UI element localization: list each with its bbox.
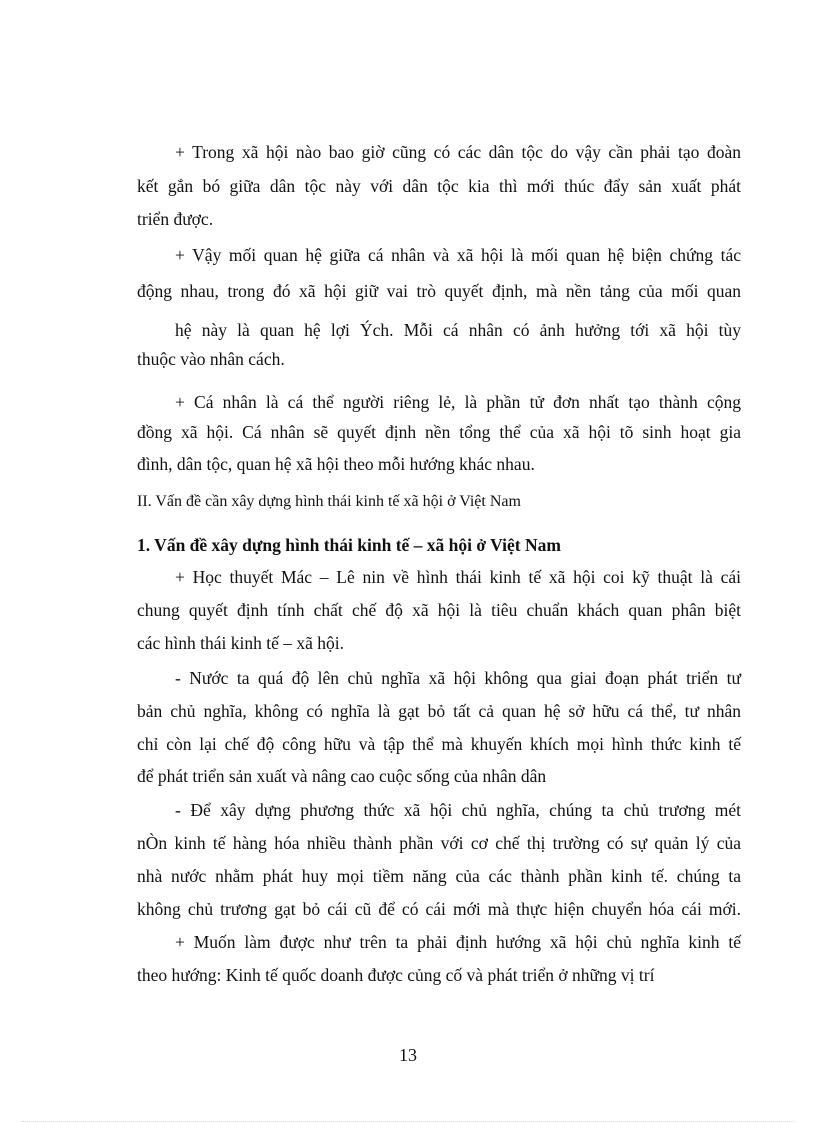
paragraph-line: theo hướng: Kinh tế quốc doanh được củng cố và phát triển ở những vị trí	[137, 965, 655, 985]
paragraph-line: chung quyết định tính chất chế độ xã hội là tiêu chuẩn khách quan phân biệt	[137, 600, 741, 620]
paragraph-line: không chủ trương gạt bỏ cái cũ để có cái mới mà thực hiện chuyển hóa cái mới.	[137, 899, 741, 919]
paragraph-line: để phát triển sản xuất và nâng cao cuộc sống của nhân dân	[137, 766, 547, 786]
paragraph-line: - Để xây dựng phương thức xã hội chủ nghĩa, chúng ta chủ trương mét	[175, 800, 741, 820]
paragraph-line: chỉ còn lại chế độ công hữu và tập thể mà khuyến khích mọi hình thức kinh tế	[137, 734, 741, 754]
page-bottom-divider	[22, 1121, 794, 1122]
section-heading: II. Vấn đề cần xây dựng hình thái kinh tế xã hội ở Việt Nam	[137, 493, 521, 510]
paragraph-line: bản chủ nghĩa, không có nghĩa là gạt bỏ tất cả quan hệ sở hữu cá thể, tư nhân	[137, 701, 741, 721]
paragraph-line: đồng xã hội. Cá nhân sẽ quyết định nền tổng thể của xã hội tõ sinh hoạt gia	[137, 422, 741, 442]
paragraph-line: + Cá nhân là cá thể người riêng lẻ, là phần tử đơn nhất tạo thành cộng	[175, 392, 741, 412]
paragraph-line: kết gắn bó giữa dân tộc này với dân tộc kia thì mới thúc đẩy sản xuất phát	[137, 176, 741, 196]
paragraph-line: - Nước ta quá độ lên chủ nghĩa xã hội không qua giai đoạn phát triển tư	[175, 668, 741, 688]
paragraph-line: nÒn kinh tế hàng hóa nhiều thành phần với cơ chế thị trường có sự quản lý của	[137, 833, 741, 853]
paragraph-line: + Học thuyết Mác – Lê nin về hình thái kinh tế xã hội coi kỹ thuật là cái	[175, 567, 741, 587]
paragraph-line: các hình thái kinh tế – xã hội.	[137, 633, 345, 653]
paragraph-line: triển được.	[137, 209, 214, 229]
paragraph-line: hệ này là quan hệ lợi Ých. Mỗi cá nhân có ảnh hưởng tới xã hội tùy	[175, 320, 741, 340]
paragraph-line: thuộc vào nhân cách.	[137, 349, 285, 369]
paragraph-line: nhà nước nhằm phát huy mọi tiềm năng của các thành phần kinh tế. chúng ta	[137, 866, 741, 886]
page-number: 13	[399, 1045, 417, 1065]
paragraph-line: đình, dân tộc, quan hệ xã hội theo mỗi hướng khác nhau.	[137, 454, 535, 474]
paragraph-line: + Trong xã hội nào bao giờ cũng có các dân tộc do vậy cần phải tạo đoàn	[175, 142, 741, 162]
paragraph-line: động nhau, trong đó xã hội giữ vai trò quyết định, mà nền tảng của mối quan	[137, 281, 741, 301]
subsection-heading: 1. Vấn đề xây dựng hình thái kinh tế – xã hội ở Việt Nam	[137, 535, 561, 555]
paragraph-line: + Muốn làm được như trên ta phải định hướng xã hội chủ nghĩa kinh tế	[175, 932, 741, 952]
paragraph-line: + Vậy mối quan hệ giữa cá nhân và xã hội là mối quan hệ biện chứng tác	[175, 245, 741, 265]
